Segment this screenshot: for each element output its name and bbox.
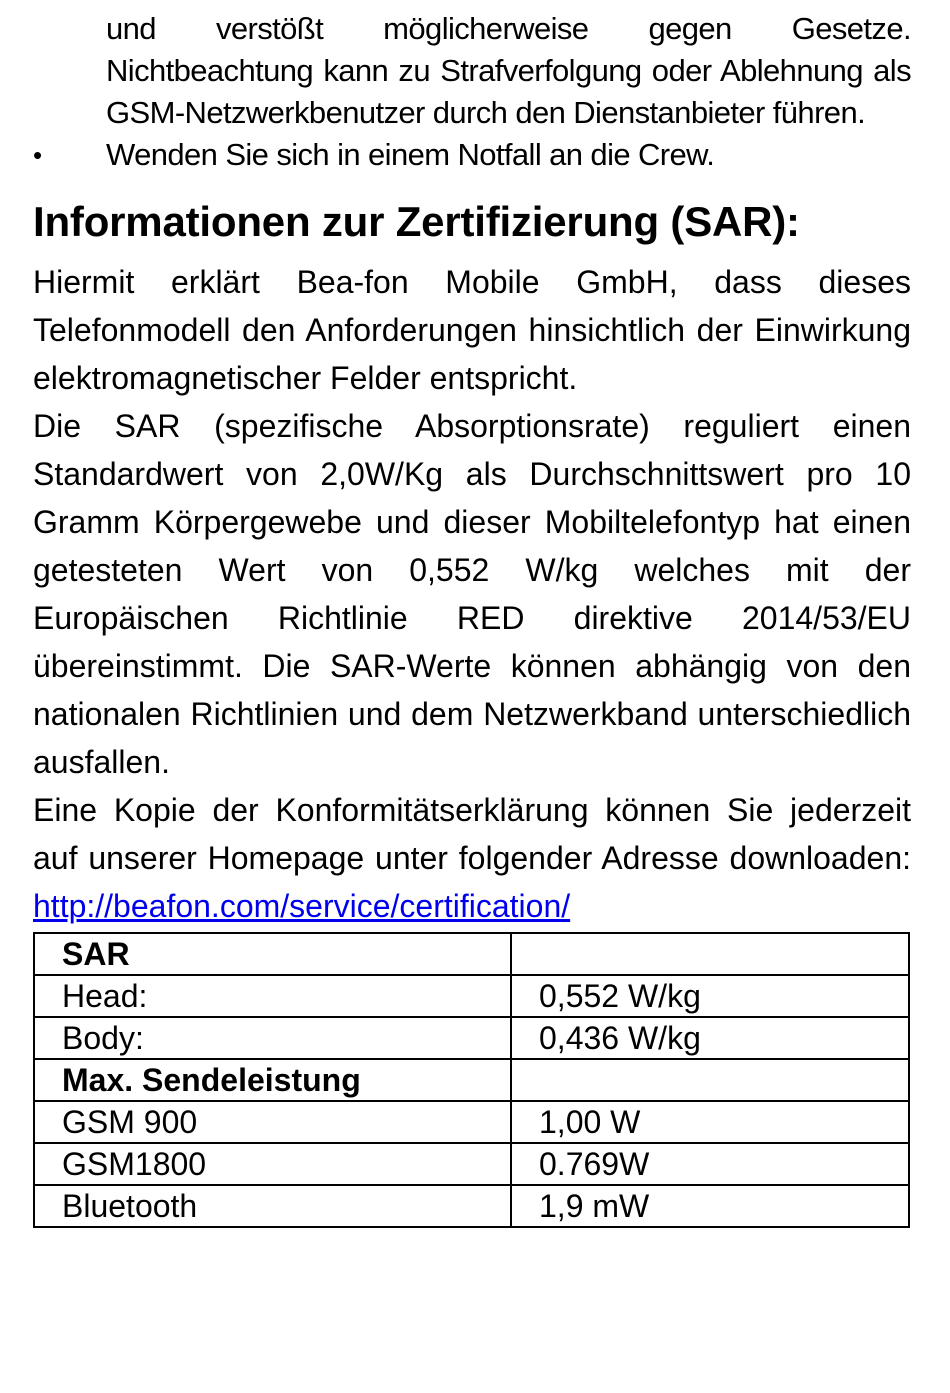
table-row xyxy=(34,933,909,975)
sar-table xyxy=(33,932,910,1228)
table-cell-label: Bluetooth xyxy=(34,1185,511,1227)
bullet-dot: • xyxy=(33,140,42,170)
table-cell-value: 1,9 mW xyxy=(511,1185,909,1227)
table-cell-value: 0,436 W/kg xyxy=(511,1017,909,1059)
table-cell-value xyxy=(511,933,909,975)
document-page xyxy=(33,0,911,1228)
table-row xyxy=(34,1059,909,1101)
download-text: Eine Kopie der Konformitätserklärung können Sie jederzeit auf unserer Homepage unter folgender Adresse downloaden: xyxy=(33,792,911,876)
sar-table-body xyxy=(34,933,909,1227)
table-row xyxy=(34,1017,909,1059)
table-row xyxy=(34,975,909,1017)
table-row xyxy=(34,1143,909,1185)
table-row xyxy=(34,1101,909,1143)
table-row xyxy=(34,1185,909,1227)
table-cell-label: Body: xyxy=(34,1017,511,1059)
table-cell-label: Max. Sendeleistung xyxy=(34,1059,511,1101)
bullet-text: Wenden Sie sich in einem Notfall an die Crew. xyxy=(106,137,715,172)
table-cell-value: 0,552 W/kg xyxy=(511,975,909,1017)
table-cell-label: GSM1800 xyxy=(34,1143,511,1185)
continuation-paragraph: und verstößt möglicherweise gegen Gesetze. Nichtbeachtung kann zu Strafverfolgung oder Ablehnung als GSM-Netzwerkbenutzer durch den Dienstanbieter führen. xyxy=(106,11,911,130)
table-cell-value: 0.769W xyxy=(511,1143,909,1185)
bullet-item xyxy=(33,134,911,176)
table-cell-label: GSM 900 xyxy=(34,1101,511,1143)
table-cell-value xyxy=(511,1059,909,1101)
paragraph-download xyxy=(33,786,911,930)
paragraph-declaration: Hiermit erklärt Bea-fon Mobile GmbH, dass dieses Telefonmodell den Anforderungen hinsichtlich der Einwirkung elektromagnetischer Felder entspricht. xyxy=(33,264,911,396)
table-cell-label: SAR xyxy=(34,933,511,975)
table-cell-value: 1,00 W xyxy=(511,1101,909,1143)
table-cell-label: Head: xyxy=(34,975,511,1017)
certification-link[interactable]: http://beafon.com/service/certification/ xyxy=(33,888,571,924)
section-heading: Informationen zur Zertifizierung (SAR): xyxy=(33,198,800,245)
paragraph-sar-info: Die SAR (spezifische Absorptionsrate) reguliert einen Standardwert von 2,0W/Kg als Durchschnittswert pro 10 Gramm Körpergewebe und dieser Mobiltelefontyp hat einen getesteten Wert von 0,552 W/kg welches mit der Europäischen Richtlinie RED direktive 2014/53/EU übereinstimmt. Die SAR-Werte können abhängig von den nationalen Richtlinien und dem Netzwerkband unterschiedlich ausfallen. xyxy=(33,408,911,780)
